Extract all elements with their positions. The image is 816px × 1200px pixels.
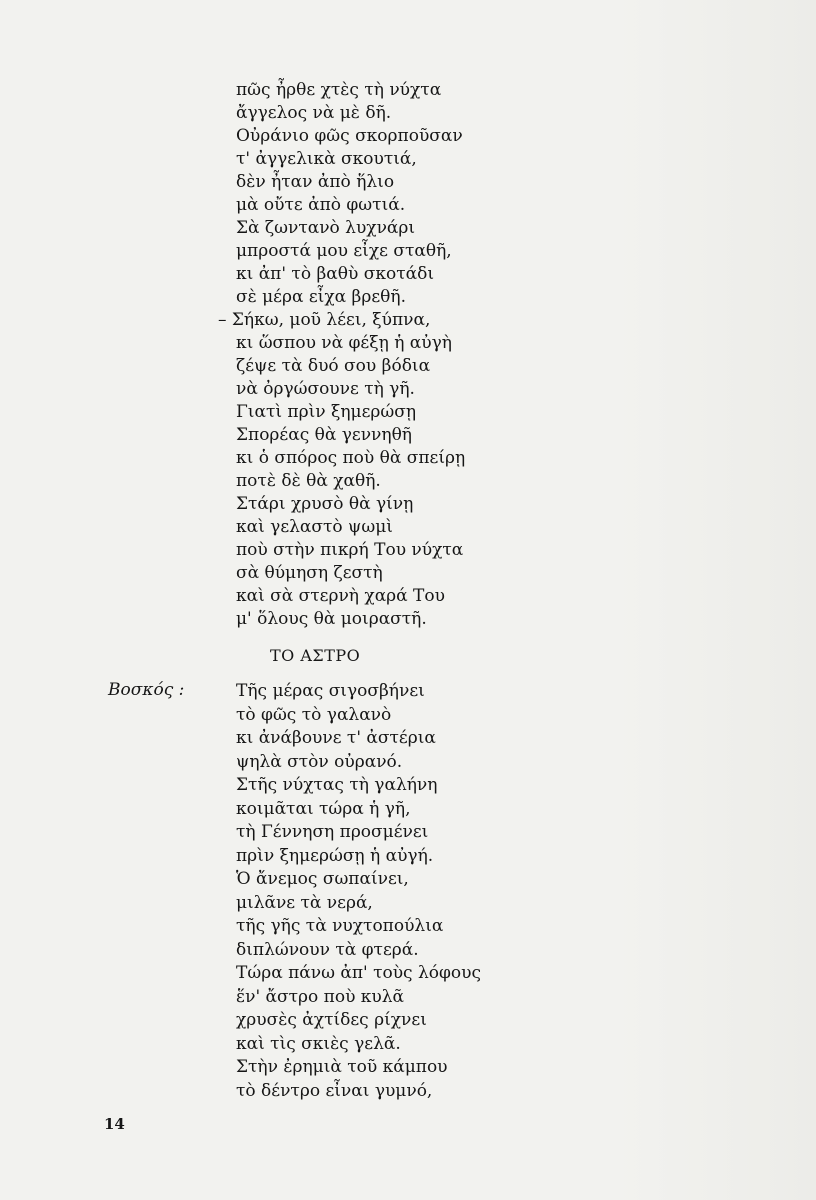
verse-line: κι ἀπ' τὸ βαθὺ σκοτάδι (236, 264, 434, 284)
verse-line: τὸ φῶς τὸ γαλανὸ (236, 704, 392, 725)
verse-line: Σπορέας θὰ γεννηθῆ (236, 425, 412, 445)
verse-line: κι ὁ σπόρος ποὺ θὰ σπείρῃ (236, 448, 466, 468)
verse-line: τῆς γῆς τὰ νυχτοπούλια (236, 916, 444, 936)
verse-line: Σὰ ζωντανὸ λυχνάρι (236, 218, 416, 238)
verse-line: διπλώνουν τὰ φτερά. (236, 939, 419, 960)
verse-line: χρυσὲς ἀχτίδες ρίχνει (236, 1010, 427, 1030)
verse-line: τὸ δέντρο εἶναι γυμνό, (236, 1080, 433, 1101)
verse-line: Στάρι χρυσὸ θὰ γίνῃ (236, 494, 414, 514)
verse-line: νὰ ὀργώσουνε τὴ γῆ. (236, 379, 415, 399)
verse-line: μ' ὅλους θὰ μοιραστῆ. (236, 609, 427, 629)
verse-line: Γιατὶ πρὶν ξημερώσῃ (236, 402, 417, 422)
verse-line: τὴ Γέννηση προσμένει (236, 822, 429, 842)
verse-line: Οὐράνιο φῶς σκορποῦσαν (236, 126, 463, 146)
verse-line: κι ἀνάβουνε τ' ἀστέρια (236, 728, 436, 748)
verse-line: – Σήκω, μοῦ λέει, ξύπνα, (218, 310, 431, 330)
verse-line: κοιμᾶται τώρα ἡ γῆ, (236, 798, 411, 819)
verse-line: ποὺ στὴν πικρή Του νύχτα (236, 540, 464, 560)
verse-line: καὶ σὰ στερνὴ χαρά Του (236, 586, 445, 606)
verse-line: ἄγγελος νὰ μὲ δῆ. (236, 103, 392, 123)
verse-line: σὰ θύμηση ζεστὴ (236, 563, 383, 583)
verse-line: πῶς ἦρθε χτὲς τὴ νύχτα (236, 80, 442, 100)
verse-line: μπροστά μου εἶχε σταθῆ, (236, 241, 452, 261)
verse-line: καὶ τὶς σκιὲς γελᾶ. (236, 1033, 401, 1054)
verse-line: καὶ γελαστὸ ψωμὶ (236, 517, 393, 537)
verse-line: τ' ἀγγελικὰ σκουτιά, (236, 149, 417, 169)
poem-heading: ΤΟ ΑΣΤΡΟ (270, 646, 361, 665)
verse-line: ποτὲ δὲ θὰ χαθῆ. (236, 471, 381, 491)
verse-line: ψηλὰ στὸν οὐρανό. (236, 751, 403, 772)
verse-line: μὰ οὔτε ἀπὸ φωτιά. (236, 195, 406, 215)
verse-line: Τῆς μέρας σιγοσβήνει (236, 681, 425, 701)
page-number: 14 (104, 1115, 125, 1133)
verse-line: Στῆς νύχτας τὴ γαλήνη (236, 775, 438, 795)
verse-line: πρὶν ξημερώσῃ ἡ αὐγή. (236, 845, 434, 866)
bleed-through-shade (616, 0, 816, 1200)
verse-line: Στὴν ἐρημιὰ τοῦ κάμπου (236, 1057, 448, 1077)
verse-line: μιλᾶνε τὰ νερά, (236, 892, 373, 913)
verse-line: σὲ μέρα εἶχα βρεθῆ. (236, 287, 406, 307)
verse-line: κι ὥσπου νὰ φέξῃ ἡ αὐγὴ (236, 333, 452, 353)
verse-line: Τώρα πάνω ἀπ' τοὺς λόφους (236, 963, 481, 983)
verse-line: Ὁ ἄνεμος σωπαίνει, (236, 869, 409, 889)
speaker-label: Βοσκός : (108, 680, 185, 700)
verse-line: δὲν ἦταν ἀπὸ ἥλιο (236, 172, 395, 192)
verse-line: ἕν' ἄστρο ποὺ κυλᾶ (236, 986, 405, 1007)
verse-line: ζέψε τὰ δυό σου βόδια (236, 356, 431, 376)
